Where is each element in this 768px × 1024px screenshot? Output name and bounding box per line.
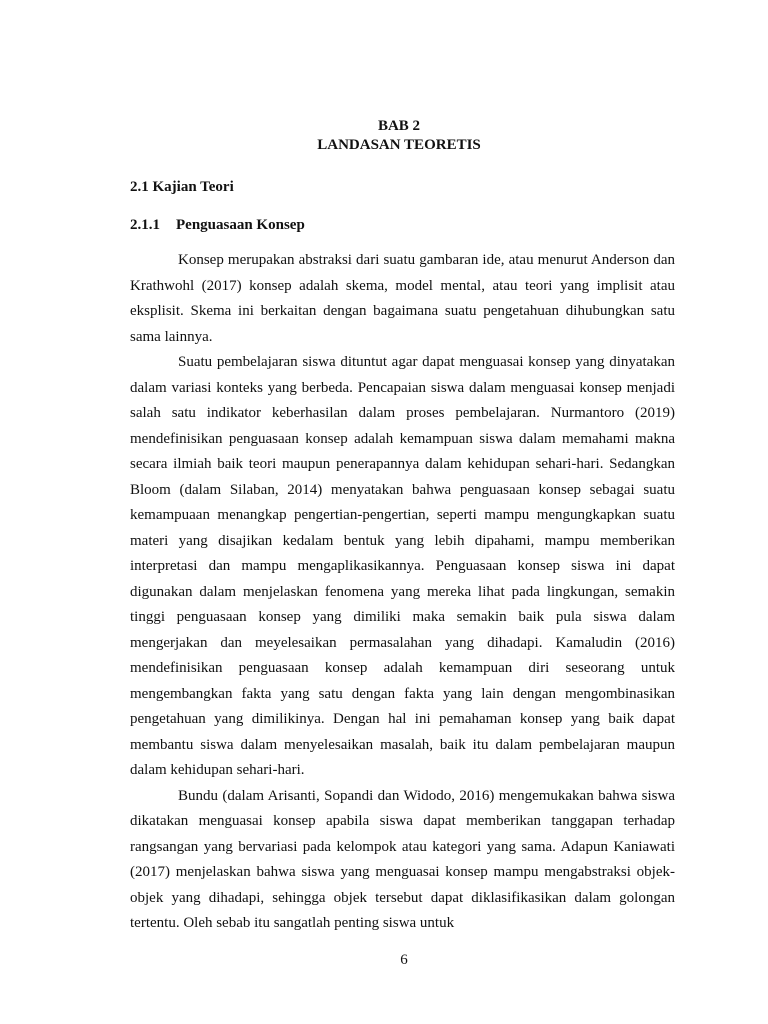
subsection-heading [130, 216, 305, 235]
paragraph: Suatu pembelajaran siswa dituntut agar dapat menguasai konsep yang dinyatakan dalam variasi konteks yang berbeda. Pencapaian siswa dalam menguasai konsep menjadi salah satu indikator keberhasilan dalam proses pembelajaran. Nurmantoro (2019) mendefinisikan penguasaan konsep adalah kemampuan siswa dalam memahami makna secara ilmiah baik teori maupun penerapannya dalam kehidupan sehari-hari. Sedangkan Bloom (dalam Silaban, 2014) menyatakan bahwa penguasaan konsep sebagai suatu kemampuaan menangkap pengertian-pengertian, seperti mampu mengungkapkan suatu materi yang disajikan kedalam bentuk yang lebih dipahami, mampu memberikan interpretasi dan mampu mengaplikasikannya. Penguasaan konsep siswa ini dapat digunakan dalam menjelaskan fenomena yang mereka lihat pada lingkungan, semakin tinggi penguasaan konsep yang dimiliki maka semakin baik pula siswa dalam mengerjakan dan meyelesaikan permasalahan yang dihadapi. Kamaludin (2016) mendefinisikan penguasaan konsep adalah kemampuan diri seseorang untuk mengembangkan fakta yang satu dengan fakta yang lain dengan mengombinasikan pengetahuan yang dimilikinya. Dengan hal ini pemahaman konsep yang baik dapat membantu siswa dalam menyelesaikan masalah, baik itu dalam pembelajaran maupun dalam kehidupan sehari-hari. [130, 354, 675, 778]
page-number: 6 [400, 952, 408, 968]
paragraph: Bundu (dalam Arisanti, Sopandi dan Widodo, 2016) mengemukakan bahwa siswa dikatakan menguasai konsep apabila siswa dapat memberikan tanggapan terhadap rangsangan yang bervariasi pada kelompok atau kategori yang sama. Adapun Kaniawati (2017) menjelaskan bahwa siswa yang menguasai konsep mampu mengabstraksi objek-objek yang dihadapi, sehingga objek tersebut dapat diklasifikasikan dalam golongan tertentu. Oleh sebab itu sangatlah penting siswa untuk [130, 787, 675, 931]
subsection-number: 2.1.1 [130, 217, 160, 233]
paragraph: Konsep merupakan abstraksi dari suatu gambaran ide, atau menurut Anderson dan Krathwohl (2017) konsep adalah skema, model mental, atau teori yang implisit atau eksplisit. Skema ini berkaitan dengan bagaimana suatu pengetahuan dihubungkan satu sama lainnya. [130, 252, 675, 345]
subsection-title: Penguasaan Konsep [176, 217, 305, 233]
section-heading: 2.1 Kajian Teori [130, 179, 234, 195]
chapter-label: BAB 2 [377, 118, 421, 134]
chapter-title: LANDASAN TEORETIS [317, 137, 481, 153]
body-text [130, 248, 675, 937]
